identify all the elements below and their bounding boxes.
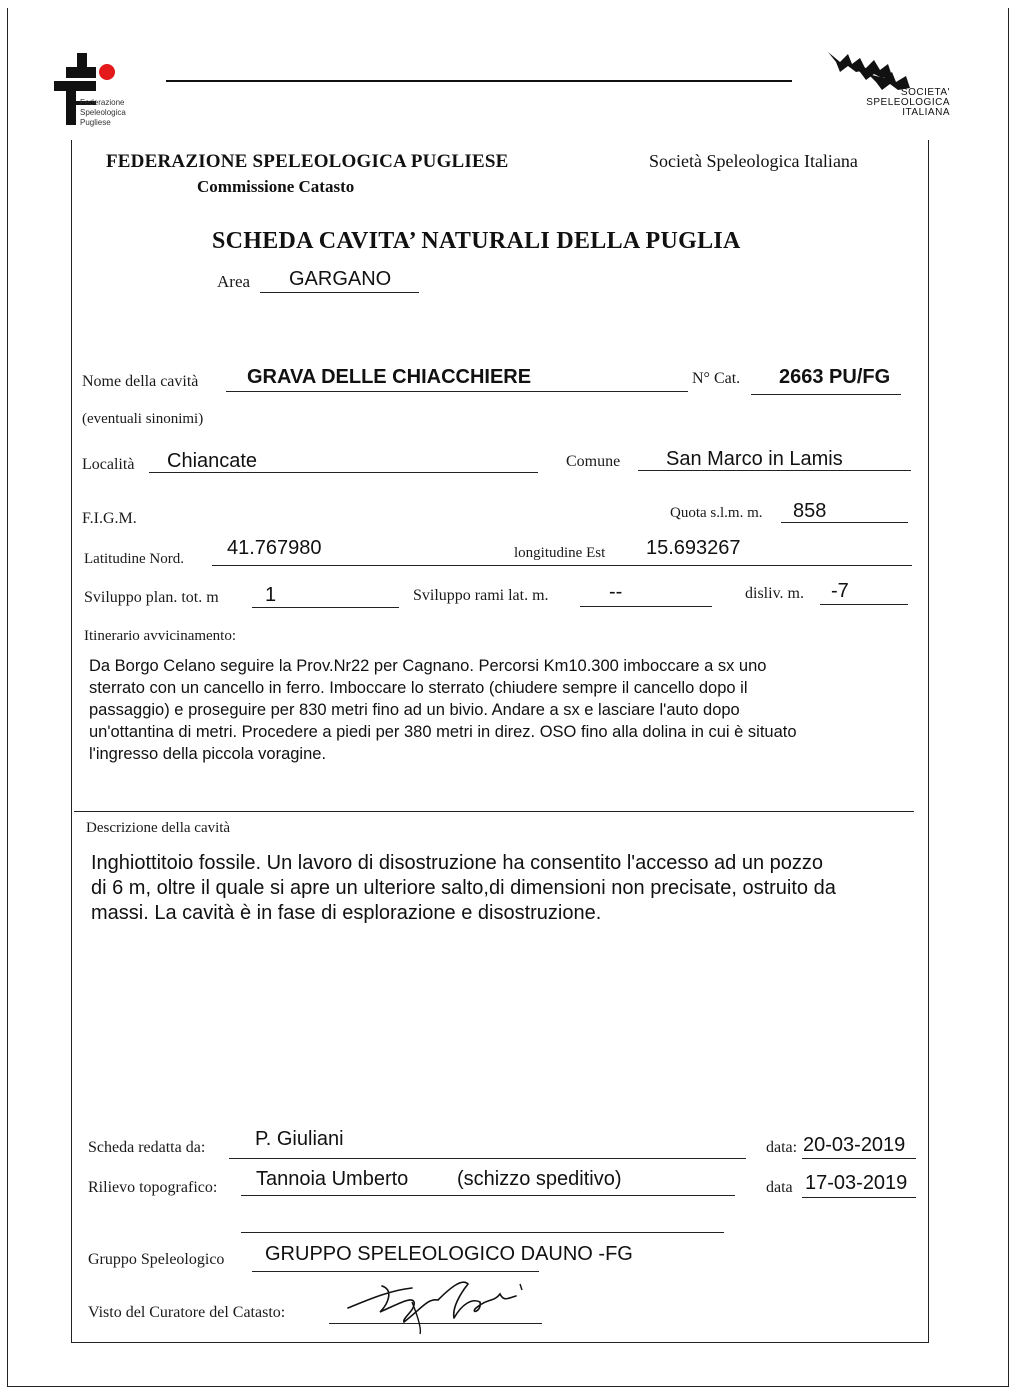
rilievo-value: Tannoia Umberto — [256, 1168, 409, 1190]
svil-rami-value: -- — [609, 581, 623, 603]
section-divider — [74, 811, 914, 812]
ssi-logo-line-2: SPELEOLOGICA — [866, 97, 950, 108]
blank-line — [241, 1232, 724, 1233]
descrizione-line-1: Inghiottitoio fossile. Un lavoro di disostruzione ha consentito l'accesso ad un pozzo — [91, 852, 824, 874]
localita-label: Località — [82, 456, 135, 473]
itinerario-line-5: l'ingresso della piccola voragine. — [89, 745, 327, 763]
ssi-logo — [826, 46, 956, 126]
data1-line — [802, 1158, 916, 1159]
descrizione-label: Descrizione della cavità — [86, 820, 231, 836]
disliv-value: -7 — [831, 580, 849, 602]
area-value: GARGANO — [289, 268, 392, 290]
lon-value: 15.693267 — [646, 537, 741, 559]
form-border-bottom — [71, 1342, 929, 1343]
visto-label: Visto del Curatore del Catasto: — [88, 1304, 286, 1321]
rilievo-line — [241, 1195, 735, 1196]
data2-value: 17-03-2019 — [805, 1172, 908, 1194]
ncat-label: N° Cat. — [692, 370, 741, 387]
itinerario-line-2: sterrato con un cancello in ferro. Imboccare lo sterrato (chiudere sempre il cancello dopo il — [89, 679, 748, 697]
ssi-logo-line-1: SOCIETA' — [900, 87, 950, 98]
comune-line — [638, 470, 911, 471]
redatta-value: P. Giuliani — [255, 1128, 344, 1150]
itinerario-label: Itinerario avvicinamento: — [84, 628, 237, 644]
localita-value: Chiancate — [167, 450, 258, 472]
itinerario-text — [89, 655, 797, 765]
latlon-line — [212, 565, 912, 566]
svil-plan-value: 1 — [265, 584, 277, 606]
descrizione-text — [91, 851, 836, 926]
signature-mark — [342, 1268, 532, 1338]
ncat-line — [751, 394, 901, 395]
page-border-right — [1008, 8, 1009, 1386]
descrizione-line-3: massi. La cavità è in fase di esplorazione e disostruzione. — [91, 902, 602, 924]
nome-line — [226, 391, 688, 392]
itinerario-line-4: un'ottantina di metri. Procedere a piedi per 380 metri in direz. OSO fino alla dolina in cui è situato — [89, 723, 797, 741]
fsp-logo — [52, 48, 152, 134]
rilievo-label: Rilievo topografico: — [88, 1179, 218, 1196]
quota-label: Quota s.l.m. m. — [670, 505, 763, 521]
quota-value: 858 — [793, 500, 827, 522]
form-border-left — [71, 140, 72, 1342]
rilievo-note: (schizzo speditivo) — [457, 1168, 622, 1190]
comune-value: San Marco in Lamis — [666, 448, 843, 470]
data2-line — [802, 1197, 916, 1198]
header-left-subtitle: Commissione Catasto — [197, 177, 355, 196]
data1-value: 20-03-2019 — [803, 1134, 906, 1156]
fsp-logo-line-2: Speleologica — [80, 108, 126, 117]
area-label: Area — [217, 272, 251, 291]
data1-label: data: — [766, 1139, 798, 1156]
ssi-logo-text — [866, 88, 950, 118]
nome-value: GRAVA DELLE CHIACCHIERE — [247, 366, 532, 388]
redatta-line — [229, 1158, 746, 1159]
localita-line — [149, 472, 538, 473]
header-left-title: FEDERAZIONE SPELEOLOGICA PUGLIESE — [106, 151, 509, 172]
itinerario-line-3: passaggio) e proseguire per 830 metri fino ad un bivio. Andare a sx e lasciare l'auto dopo — [89, 701, 740, 719]
fsp-logo-text — [80, 98, 126, 128]
data2-label: data — [766, 1179, 793, 1196]
descrizione-line-2: di 6 m, oltre il quale si apre un ulteriore salto,di dimensioni non precisate, ostruito da — [91, 877, 836, 899]
figm-label: F.I.G.M. — [82, 510, 137, 527]
lon-label: longitudine Est — [514, 545, 606, 561]
quota-line — [781, 522, 908, 523]
svil-plan-line — [252, 607, 399, 608]
fsp-logo-line-1: Federazione — [80, 98, 125, 107]
fsp-logo-line-3: Pugliese — [80, 118, 111, 127]
page-border-left — [7, 8, 8, 1386]
header-rule — [166, 80, 792, 82]
gruppo-label: Gruppo Speleologico — [88, 1251, 225, 1268]
lat-value: 41.767980 — [227, 537, 322, 559]
disliv-line — [820, 604, 908, 605]
redatta-label: Scheda redatta da: — [88, 1139, 206, 1156]
page-border-bottom — [7, 1386, 1009, 1387]
itinerario-line-1: Da Borgo Celano seguire la Prov.Nr22 per Cagnano. Percorsi Km10.300 imboccare a sx uno — [89, 657, 767, 675]
nome-label: Nome della cavità — [82, 373, 199, 390]
form-border-right — [928, 140, 929, 1342]
curator-signature — [342, 1268, 532, 1338]
svil-rami-line — [580, 606, 712, 607]
sinonimi-label: (eventuali sinonimi) — [82, 411, 204, 427]
header-right-title: Società Speleologica Italiana — [649, 151, 858, 171]
ncat-value: 2663 PU/FG — [779, 366, 891, 388]
lat-label: Latitudine Nord. — [84, 551, 184, 567]
area-line — [260, 292, 419, 293]
ssi-logo-line-3: ITALIANA — [902, 107, 950, 118]
svil-plan-label: Sviluppo plan. tot. m — [84, 589, 219, 606]
comune-label: Comune — [566, 453, 621, 470]
disliv-label: disliv. m. — [745, 585, 804, 602]
form-title: SCHEDA CAVITA’ NATURALI DELLA PUGLIA — [212, 228, 741, 254]
svil-rami-label: Sviluppo rami lat. m. — [413, 587, 549, 604]
gruppo-value: GRUPPO SPELEOLOGICO DAUNO -FG — [265, 1243, 633, 1265]
